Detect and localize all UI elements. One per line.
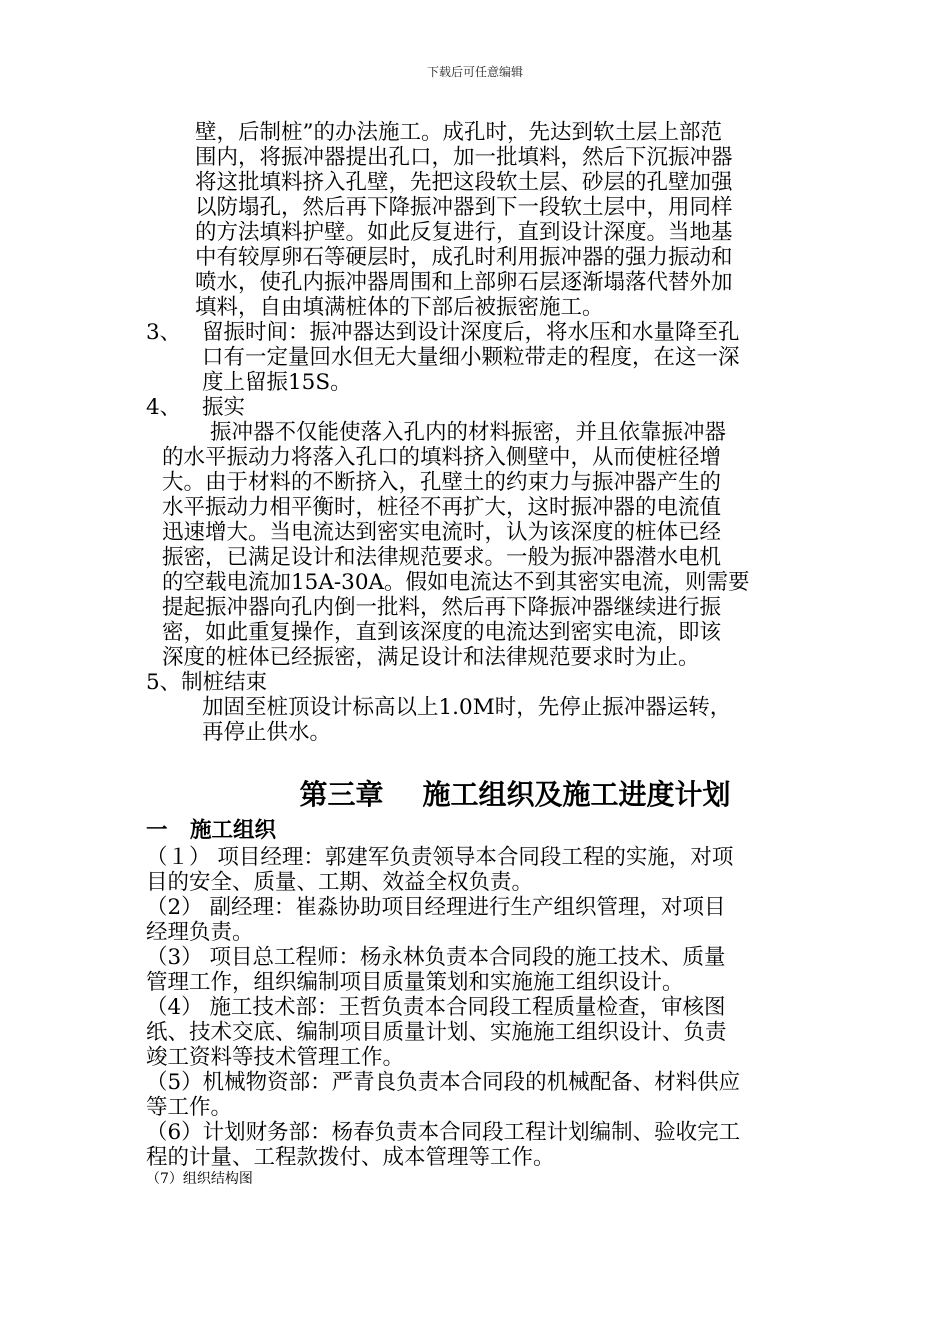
paragraph-line: 以防塌孔，然后再下降振冲器到下一段软土层中，用同样 — [195, 195, 733, 220]
paragraph-line: 竣工资料等技术管理工作。 — [146, 1045, 405, 1070]
paragraph-line: （6）计划财务部：杨春负责本合同段工程计划编制、验收完工 — [146, 1120, 741, 1145]
section-heading: 一 施工组织 — [146, 818, 276, 843]
paragraph-line: 留振时间：振冲器达到设计深度后，将水压和水量降至孔 — [202, 320, 740, 345]
paragraph-line: （3） 项目总工程师：杨永林负责本合同段的施工技术、质量 — [146, 945, 726, 970]
paragraph-line: 加固至桩顶设计标高以上1.0M时，先停止振冲器运转， — [202, 695, 732, 720]
paragraph-line: 迅速增大。当电流达到密实电流时，认为该深度的桩体已经 — [162, 520, 722, 545]
item-number: 3、 — [146, 320, 182, 345]
paragraph-line: （１） 项目经理：郭建军负责领导本合同段工程的实施，对项 — [146, 845, 734, 870]
paragraph-line: 提起振冲器向孔内倒一批料，然后再下降振冲器继续进行振 — [162, 595, 722, 620]
paragraph-line: 中有较厚卵石等硬层时，成孔时利用振冲器的强力振动和 — [195, 245, 733, 270]
paragraph-line: 水平振动力相平衡时，桩径不再扩大，这时振冲器的电流值 — [162, 495, 722, 520]
paragraph-line: （4） 施工技术部：王哲负责本合同段工程质量检查，审核图 — [146, 995, 726, 1020]
paragraph-line: 度上留振15S。 — [202, 370, 352, 395]
paragraph-line: 的水平振动力将落入孔口的填料挤入侧壁中，从而使桩径增 — [162, 445, 722, 470]
paragraph-line: 程的计量、工程款拨付、成本管理等工作。 — [146, 1145, 555, 1170]
item-number: 4、 — [146, 395, 182, 420]
paragraph-line: 振冲器不仅能使落入孔内的材料振密，并且依靠振冲器 — [210, 420, 727, 445]
paragraph-line: 再停止供水。 — [202, 720, 332, 745]
item-heading: 振实 — [202, 395, 246, 420]
chapter-title: 第三章 施工组织及施工进度计划 — [299, 778, 731, 811]
paragraph-line: 管理工作，组织编制项目质量策划和实施施工组织设计。 — [146, 970, 684, 995]
paragraph-line: 的空载电流加15A-30A。假如电流达不到其密实电流，则需要 — [162, 570, 750, 595]
page-header: 下载后可任意编辑 — [426, 65, 523, 79]
paragraph-line: 目的安全、质量、工期、效益全权负责。 — [146, 870, 534, 895]
item-heading: 5、制桩结束 — [146, 670, 268, 695]
paragraph-line: 纸、技术交底、编制项目质量计划、实施施工组织设计、负责 — [146, 1020, 727, 1045]
paragraph-line: 等工作。 — [146, 1095, 233, 1120]
paragraph-line: 填料，自由填满桩体的下部后被振密施工。 — [195, 295, 604, 320]
paragraph-line: 大。由于材料的不断挤入，孔壁土的约束力与振冲器产生的 — [162, 470, 722, 495]
footnote-line: （7）组织结构图 — [146, 1171, 253, 1187]
paragraph-line: 将这批填料挤入孔壁，先把这段软土层、砂层的孔壁加强 — [195, 170, 733, 195]
paragraph-line: （2） 副经理：崔淼协助项目经理进行生产组织管理，对项目 — [146, 895, 726, 920]
paragraph-line: 围内，将振冲器提出孔口，加一批填料，然后下沉振冲器 — [195, 145, 733, 170]
paragraph-line: 经理负责。 — [146, 920, 254, 945]
paragraph-line: （5）机械物资部：严青良负责本合同段的机械配备、材料供应 — [146, 1070, 741, 1095]
paragraph-line: 的方法填料护壁。如此反复进行，直到设计深度。当地基 — [195, 220, 733, 245]
paragraph-line: 口有一定量回水但无大量细小颗粒带走的程度，在这一深 — [202, 345, 740, 370]
paragraph-line: 壁，后制桩”的办法施工。成孔时，先达到软土层上部范 — [195, 120, 722, 145]
paragraph-line: 密，如此重复操作，直到该深度的电流达到密实电流，即该 — [162, 620, 722, 645]
paragraph-line: 喷水，使孔内振冲器周围和上部卵石层逐渐塌落代替外加 — [195, 270, 733, 295]
paragraph-line: 深度的桩体已经振密，满足设计和法律规范要求时为止。 — [162, 645, 700, 670]
paragraph-line: 振密，已满足设计和法律规范要求。一般为振冲器潜水电机 — [162, 545, 722, 570]
